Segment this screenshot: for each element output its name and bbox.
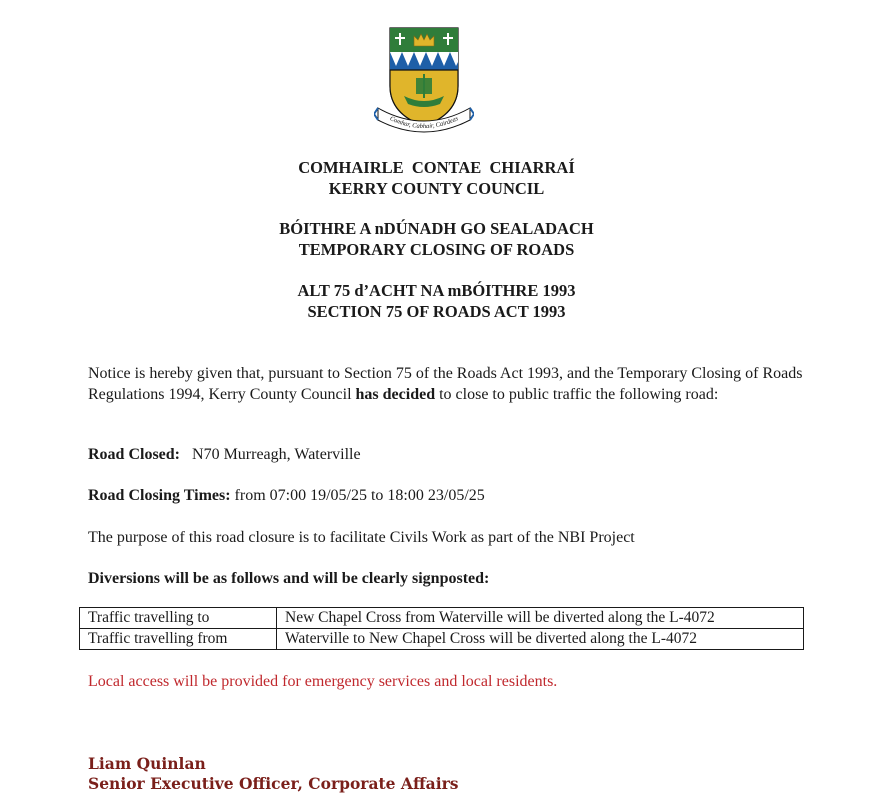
local-access-notice: Local access will be provided for emergency services and local residents. [88, 673, 558, 690]
notice-text-end: to close to public traffic the following road: [435, 386, 719, 403]
diversions-heading: Diversions will be as follows and will be clearly signposted: [88, 570, 490, 587]
crest-motto-text: Comhar, Cabhair, Cairdeas [388, 115, 460, 131]
road-closed-value: N70 Murreagh, Waterville [192, 446, 361, 463]
notice-text-bold: has decided [355, 386, 436, 403]
table-row [80, 629, 804, 650]
signatory-title: Senior Executive Officer, Corporate Affairs [88, 774, 459, 793]
closing-times-line [88, 485, 808, 506]
diversion-direction-cell: Traffic travelling from [80, 629, 277, 650]
notice-title-english: TEMPORARY CLOSING OF ROADS [298, 240, 575, 259]
table-row [80, 608, 804, 629]
act-reference-english: SECTION 75 OF ROADS ACT 1993 [307, 302, 566, 321]
road-closed-label: Road Closed: [88, 446, 181, 463]
kerry-county-crest-logo [374, 26, 474, 138]
diversion-route-cell: New Chapel Cross from Waterville will be diverted along the L-4072 [277, 608, 804, 629]
act-reference [0, 280, 873, 322]
diversion-direction-cell: Traffic travelling to [80, 608, 277, 629]
notice-paragraph [88, 363, 808, 405]
council-heading [0, 157, 873, 199]
diversions-table [79, 607, 804, 650]
notice-title-irish: BÓITHRE A nDÚNADH GO SEALADACH [279, 219, 594, 238]
act-reference-irish: ALT 75 d’ACHT NA mBÓITHRE 1993 [297, 281, 576, 300]
council-name-english: KERRY COUNTY COUNCIL [328, 179, 545, 198]
signatory-name: Liam Quinlan [88, 754, 206, 773]
road-closed-line [88, 444, 808, 465]
council-name-irish: COMHAIRLE CONTAE CHIARRAÍ [298, 158, 575, 177]
closing-times-label: Road Closing Times: [88, 487, 231, 504]
notice-title [0, 218, 873, 260]
diversion-route-cell: Waterville to New Chapel Cross will be diverted along the L-4072 [277, 629, 804, 650]
notice-text-start: Notice is hereby given that, pursuant to Section 75 of the Roads Act 1993, and the Temporary Closing of Roads Regulations 1994, Kerry County Council [88, 365, 803, 403]
purpose-paragraph: The purpose of this road closure is to facilitate Civils Work as part of the NBI Project [88, 529, 635, 546]
closing-times-value: from 07:00 19/05/25 to 18:00 23/05/25 [230, 487, 485, 504]
